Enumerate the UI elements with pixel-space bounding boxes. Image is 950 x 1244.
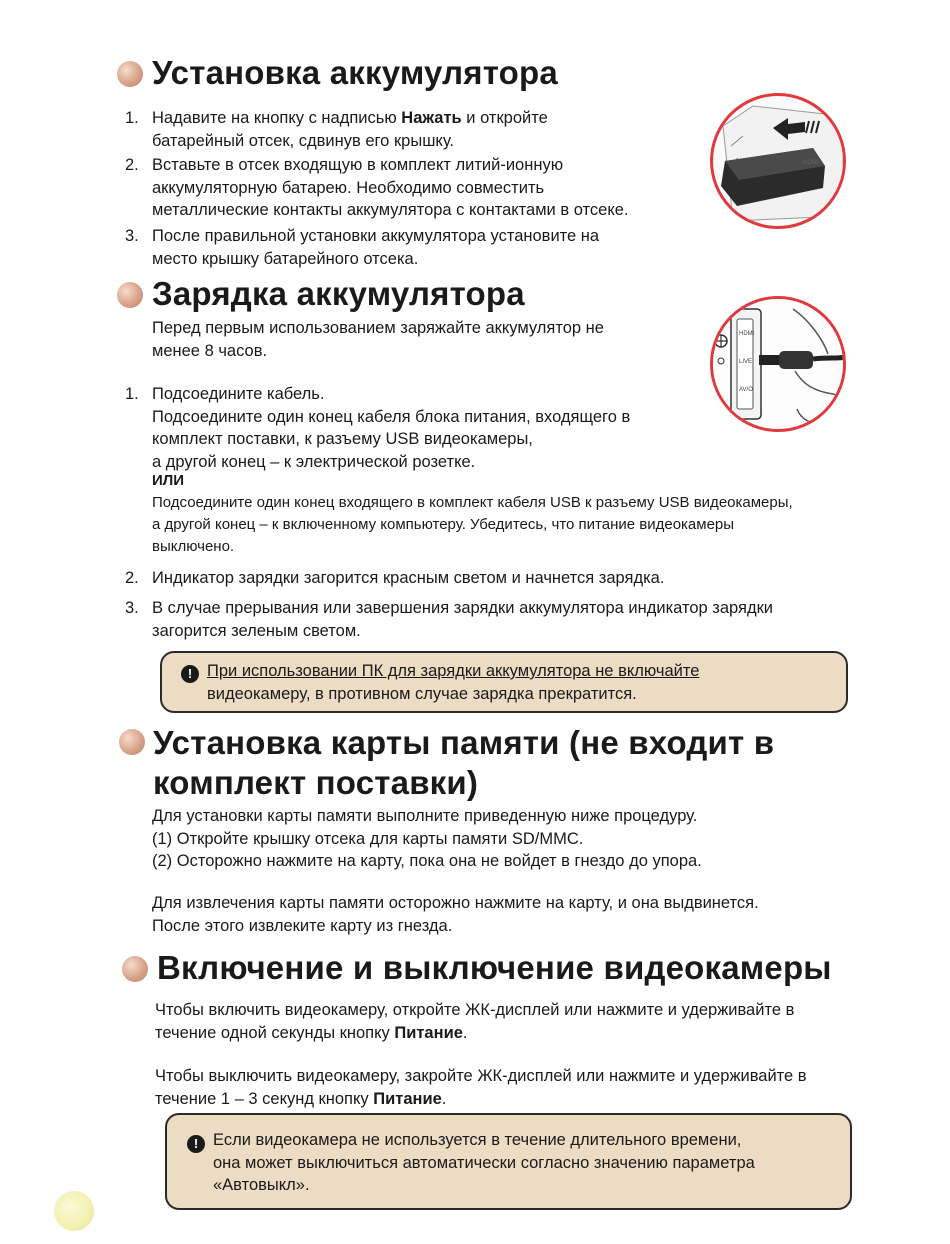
- section-title: Установка карты памяти (не входит в комплект поставки): [153, 724, 775, 801]
- bold-keyword: Питание: [394, 1023, 463, 1042]
- page-marker: [54, 1191, 94, 1231]
- warning-note: ! При использовании ПК для зарядки аккумулятора не включайте видеокамеру, в противном случае зарядка прекратится.: [160, 651, 848, 713]
- section-title: Зарядка аккумулятора: [152, 275, 525, 312]
- info-note: ! Если видеокамера не используется в течение длительного времени, она может выключиться автоматически согласно значению параметра «Автовыкл».: [165, 1113, 852, 1210]
- section-bullet: [119, 729, 145, 755]
- usb-illustration-svg: [713, 299, 843, 429]
- section-bullet: [117, 282, 143, 308]
- usb-cable-illustration: [710, 296, 846, 432]
- svg-text:HDMI: HDMI: [803, 160, 819, 166]
- intro-text: Перед первым использованием заряжайте аккумулятор не менее 8 часов.: [152, 319, 604, 360]
- section-title: Установка аккумулятора: [152, 54, 558, 91]
- bold-keyword: Питание: [373, 1089, 442, 1108]
- section-bullet: [117, 61, 143, 87]
- section-title: Включение и выключение видеокамеры: [157, 949, 832, 986]
- bold-keyword: Нажать: [401, 109, 462, 127]
- battery-illustration-svg: [713, 96, 843, 226]
- section-bullet: [122, 956, 148, 982]
- exclamation-icon: !: [181, 665, 199, 683]
- svg-text:HDMI: HDMI: [739, 331, 755, 337]
- svg-text:LIVE: LIVE: [739, 359, 753, 365]
- or-label: ИЛИ: [152, 472, 185, 489]
- exclamation-icon: !: [187, 1135, 205, 1153]
- battery-insert-illustration: [710, 93, 846, 229]
- svg-text:AV/O: AV/O: [739, 387, 753, 393]
